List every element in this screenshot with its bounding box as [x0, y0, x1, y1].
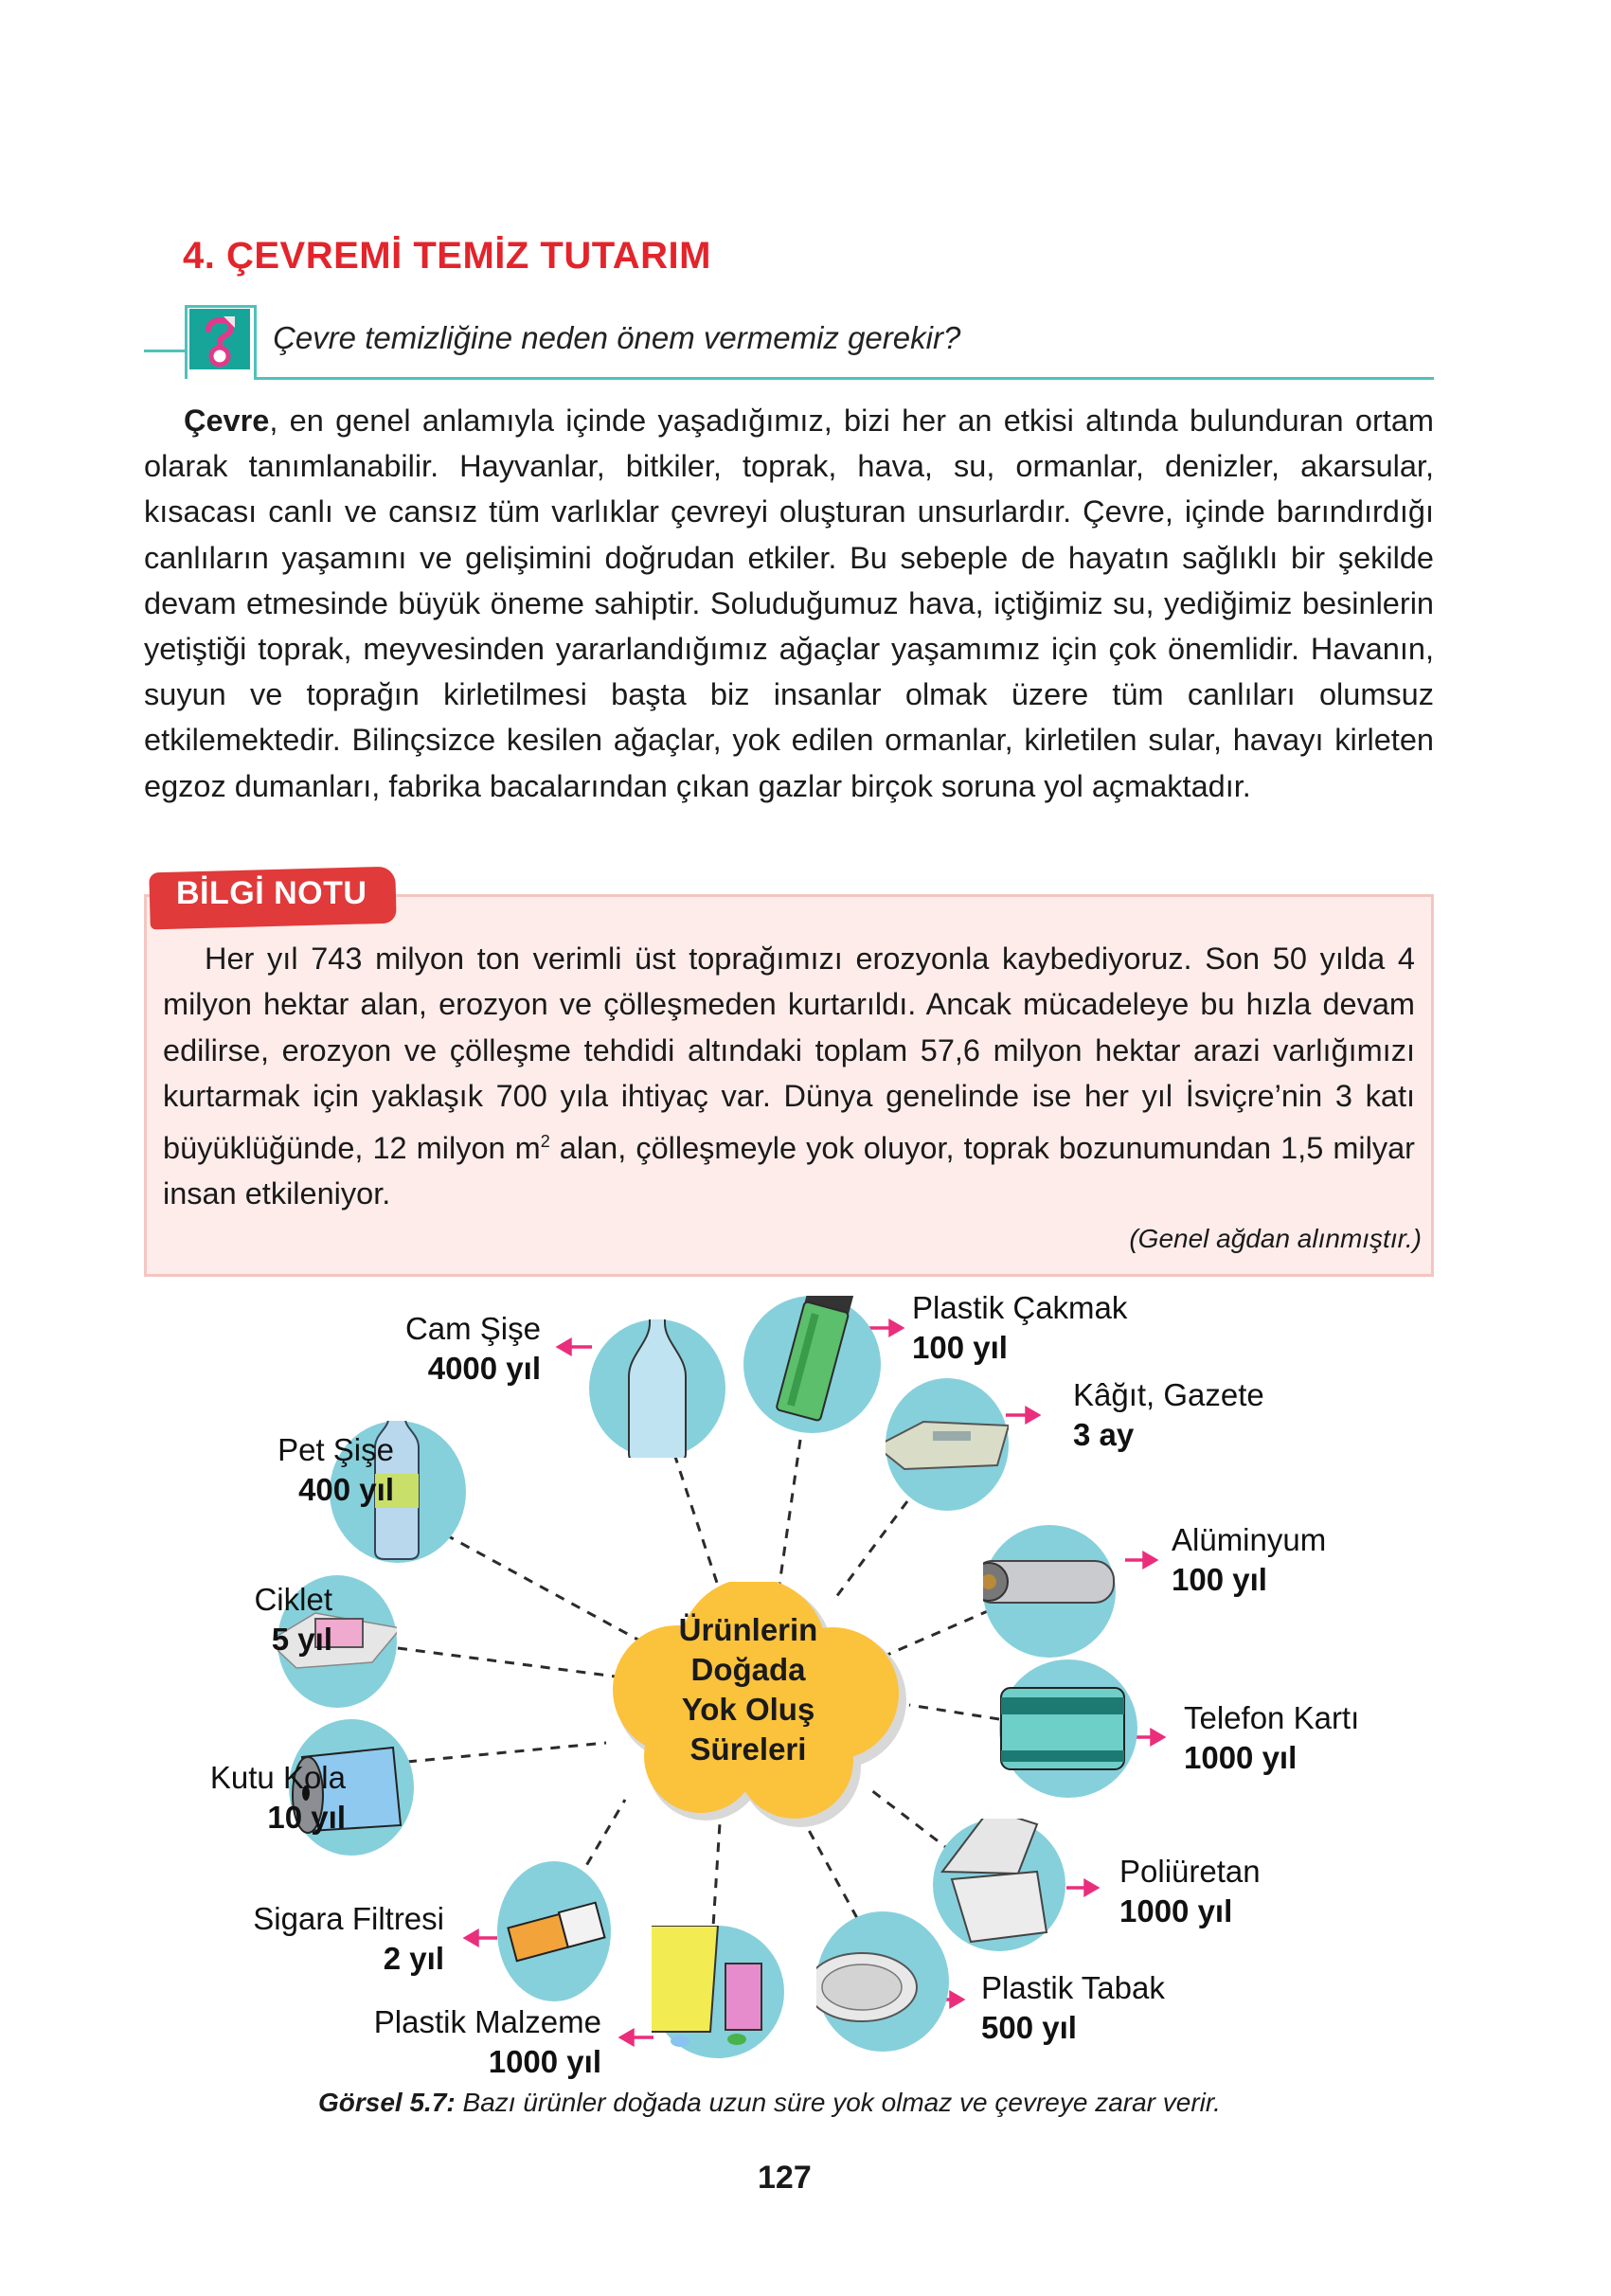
lighter-icon [743, 1296, 881, 1433]
label-plastic-plate: Plastik Tabak 500 yıl [981, 1970, 1165, 2045]
label-lighter: Plastik Çakmak 100 yıl [912, 1290, 1128, 1365]
info-note-text: Her yıl 743 milyon ton verimli üst toprağımızı erozyonla kaybediyoruz. Son 50 yılda 4 milyon hektar alan, erozyon ve çölleşmeden kurtarıldı. Ancak mücadeleye bu hızla devam edilirse, erozyon ve çölleşme tehdidi altındaki toplam 57,6 milyon hektar arazi varlığımızı kurtarmak için yaklaşık 700 yıla ihtiyaç var. Dünya genelinde ise her yıl İsviçre’nin 3 katı büyüklüğünde, 12 milyon $m^2$ alan, çölleşmeyle yok oluyor, toprak bozunumundan 1,5 milyar insan etkileniyor. [163, 942, 1415, 1211]
cigarette-filter-icon [497, 1861, 611, 2001]
figure-caption-label: Görsel 5.7: [318, 2088, 456, 2117]
guiding-question: Çevre temizliğine neden önem vermemiz gerekir? [273, 320, 961, 355]
section-title: 4. ÇEVREMİ TEMİZ TUTARIM [183, 235, 711, 277]
center-cloud-title: Ürünlerin Doğada Yok Oluş Süreleri [678, 1612, 818, 1767]
foam-container-icon [933, 1819, 1065, 1951]
figure-caption-text: Bazı ürünler doğada uzun süre yok olmaz ve çevreye zarar verir. [455, 2088, 1221, 2117]
page-number: 127 [758, 2160, 812, 2196]
label-chewing-gum: Ciklet 5 yıl [254, 1582, 332, 1657]
label-plastic-material: Plastik Malzeme 1000 yıl [373, 2004, 601, 2079]
label-aluminum: Alüminyum 100 yıl [1172, 1522, 1327, 1597]
label-foam-container: Poliüretan 1000 yıl [1119, 1854, 1261, 1928]
label-soda-can: Kutu Kola 10 yıl [209, 1760, 346, 1835]
newspaper-icon [886, 1378, 1009, 1511]
lead-term: Çevre [184, 404, 270, 438]
label-phone-card: Telefon Kartı 1000 yıl [1184, 1700, 1360, 1775]
paragraph-text: , en genel anlamıyla içinde yaşadığımız, bizi her an etkisi altında bulunduran ortam olarak tanımlanabilir. Hayvanlar, bitkiler, toprak, hava, su, ormanlar, denizler, akarsular, kısacası canlı ve cansız tüm varlıklar çevreyi oluşturan unsurlardır. Çevre, içinde barındırdığı canlıların yaşamını ve gelişimini doğrudan etkiler. Bu sebeple de hayatın sağlıklı bir şekilde devam etmesinde büyük öneme sahiptir. Soluduğumuz hava, içtiğimiz su, yediğimiz besinlerin yetiştiği toprak, meyvesinden yararlandığımız ağaçlar yaşamımız için çok önemlidir. Havanın, suyun ve toprağın kirletilmesi başta biz insanlar olmak üzere tüm canlıları olumsuz etkilemektedir. Bilinçsizce kesilen ağaçlar, yok edilen ormanlar, kirletilen sular, havayı kirleten egzoz dumanları, fabrika bacalarından çıkan gazlar birçok soruna yol açmaktadır. [144, 404, 1434, 803]
label-cigarette-filter: Sigara Filtresi 2 yıl [253, 1901, 444, 1976]
info-note-title: BİLGİ NOTU [176, 875, 367, 911]
glass-bottle-icon [589, 1319, 725, 1458]
phone-card-icon [999, 1659, 1137, 1798]
plastic-bucket-icon [652, 1926, 784, 2058]
figure-caption [318, 2088, 1221, 2118]
label-pet-bottle: Pet Şişe 400 yıl [277, 1432, 394, 1507]
info-note-source: (Genel ağdan alınmıştır.) [1129, 1224, 1422, 1253]
aluminum-foil-icon [983, 1525, 1116, 1658]
plastic-plate-icon [816, 1911, 949, 2052]
label-newspaper: Kâğıt, Gazete 3 ay [1073, 1377, 1264, 1452]
label-glass-bottle: Cam Şişe 4000 yıl [404, 1311, 541, 1386]
